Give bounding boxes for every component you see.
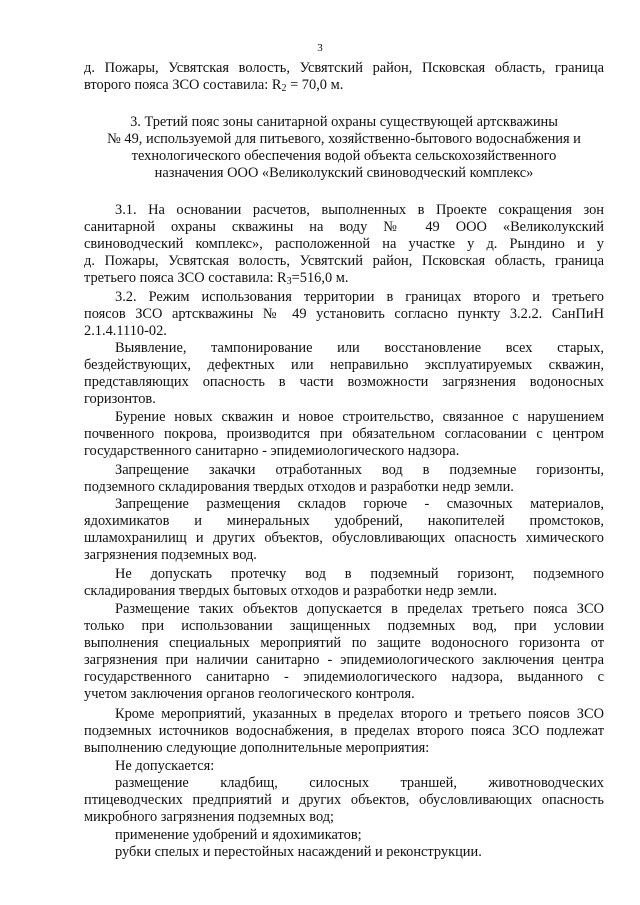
text-line: 3.2. Режим использования территории в границах второго и третьего [115,289,604,305]
list-item-fertilizers: применение удобрений и ядохимикатов; [115,827,362,843]
text-line: размещение кладбищ, силосных траншей, животноводческих [115,775,604,791]
list-item-placement [84,775,604,826]
paragraph-leakage [84,566,604,600]
paragraph-placement [84,601,604,703]
paragraph-injection [84,462,604,496]
text-line: выполнению следующие дополнительные мероприятия: [84,740,430,756]
text-line: Не допускать протечку вод в подземный горизонт, подземного [115,566,604,582]
text-line: Размещение таких объектов допускается в пределах третьего пояса ЗСО [115,601,604,617]
text-line: д. Пожары, Усвятская волость, Усвятский район, Псковская область, граница [84,60,604,76]
text-line: Бурение новых скважин и новое строительство, связанное с нарушением [115,409,604,425]
list-item-felling: рубки спелых и перестойных насаждений и реконструкции. [115,844,482,860]
text-line: загрязнения при наличии санитарно - эпидемиологического заключения центра [84,652,604,668]
paragraph-storage [84,496,604,564]
text-line: бездействующих, дефектных или неправильно эксплуатируемых скважин, [84,357,604,373]
paragraph-drilling [84,409,604,460]
text-line: свиноводческий комплекс», расположенной на участке у д. Рындино и у [84,236,604,252]
text-line: второго пояса ЗСО составила: $R_2 = 70,0$ м. [84,77,344,94]
text-line: микробного загрязнения подземных вод; [84,809,335,825]
heading-line: № 49, используемой для питьевого, хозяйственно-бытового водоснабжения и [107,131,581,147]
text-line: Выявление, тампонирование или восстановление всех старых, [115,340,604,356]
text-line: учетом заключения органов геологического контроля. [84,686,415,702]
text-line: государственного санитарно - эпидемиологического надзора. [84,443,460,459]
paragraph-additional-measures [84,706,604,757]
paragraph-3-2 [84,289,604,340]
text-line: санитарной охраны скважины на воду № 49 ООО «Великолукский [84,219,604,235]
text-line: Запрещение закачки отработанных вод в подземные горизонты, [115,462,604,478]
not-allowed-heading: Не допускается: [115,758,215,774]
text-line: подземных источников водоснабжения, в пределах второго пояса ЗСО подлежат [84,723,604,739]
page-number: 3 [317,42,323,54]
text-line: государственного санитарно - эпидемиологического надзора, выданного с [84,669,604,685]
text-line: только при использовании защищенных подземных вод, при условии [84,618,604,634]
text-line: поясов ЗСО артскважины № 49 установить согласно пункту 3.2.2. СанПиН [84,306,604,322]
text-line: Запрещение размещения складов горюче - смазочных материалов, [115,496,604,512]
text-line: ядохимикатов и минеральных удобрений, накопителей промстоков, [84,513,604,529]
text-line: представляющих опасность в части возможности загрязнения водоносных [84,374,604,390]
text-line: горизонтов. [84,391,156,407]
text-line: д. Пожары, Усвятская волость, Усвятский район, Псковская область, граница [84,253,604,269]
text-line: 2.1.4.1110-02. [84,323,167,339]
text-line: загрязнения подземных вод. [84,547,257,563]
text-line: почвенного покрова, производится при обязательном согласовании с центром [84,426,604,442]
text-line: 3.1. На основании расчетов, выполненных в Проекте сокращения зон [115,202,604,218]
section-heading [84,114,604,182]
text-line: подземного складирования твердых отходов и разработки недр земли. [84,479,514,495]
text-line: птицеводческих предприятий и других объектов, обусловливающих опасность [84,792,604,808]
heading-line: назначения ООО «Великолукский свиноводческий комплекс» [154,165,534,181]
text-line: третьего пояса ЗСО составила: $R_3=516,0$ м. [84,270,349,287]
text-line: шламохранилищ и других объектов, обусловливающих опасность химического [84,530,604,546]
heading-line: 3. Третий пояс зоны санитарной охраны существующей артскважины [130,114,558,130]
text-line: Кроме мероприятий, указанных в пределах второго и третьего поясов ЗСО [115,706,604,722]
paragraph-3-1 [84,202,604,287]
text-line: выполнения специальных мероприятий по защите водоносного горизонта от [84,635,604,651]
heading-line: технологического обеспечения водой объекта сельскохозяйственного [131,148,557,164]
intro-paragraph [84,60,604,94]
paragraph-detection [84,340,604,408]
text-line: складирования твердых бытовых отходов и разработки недр земли. [84,583,498,599]
